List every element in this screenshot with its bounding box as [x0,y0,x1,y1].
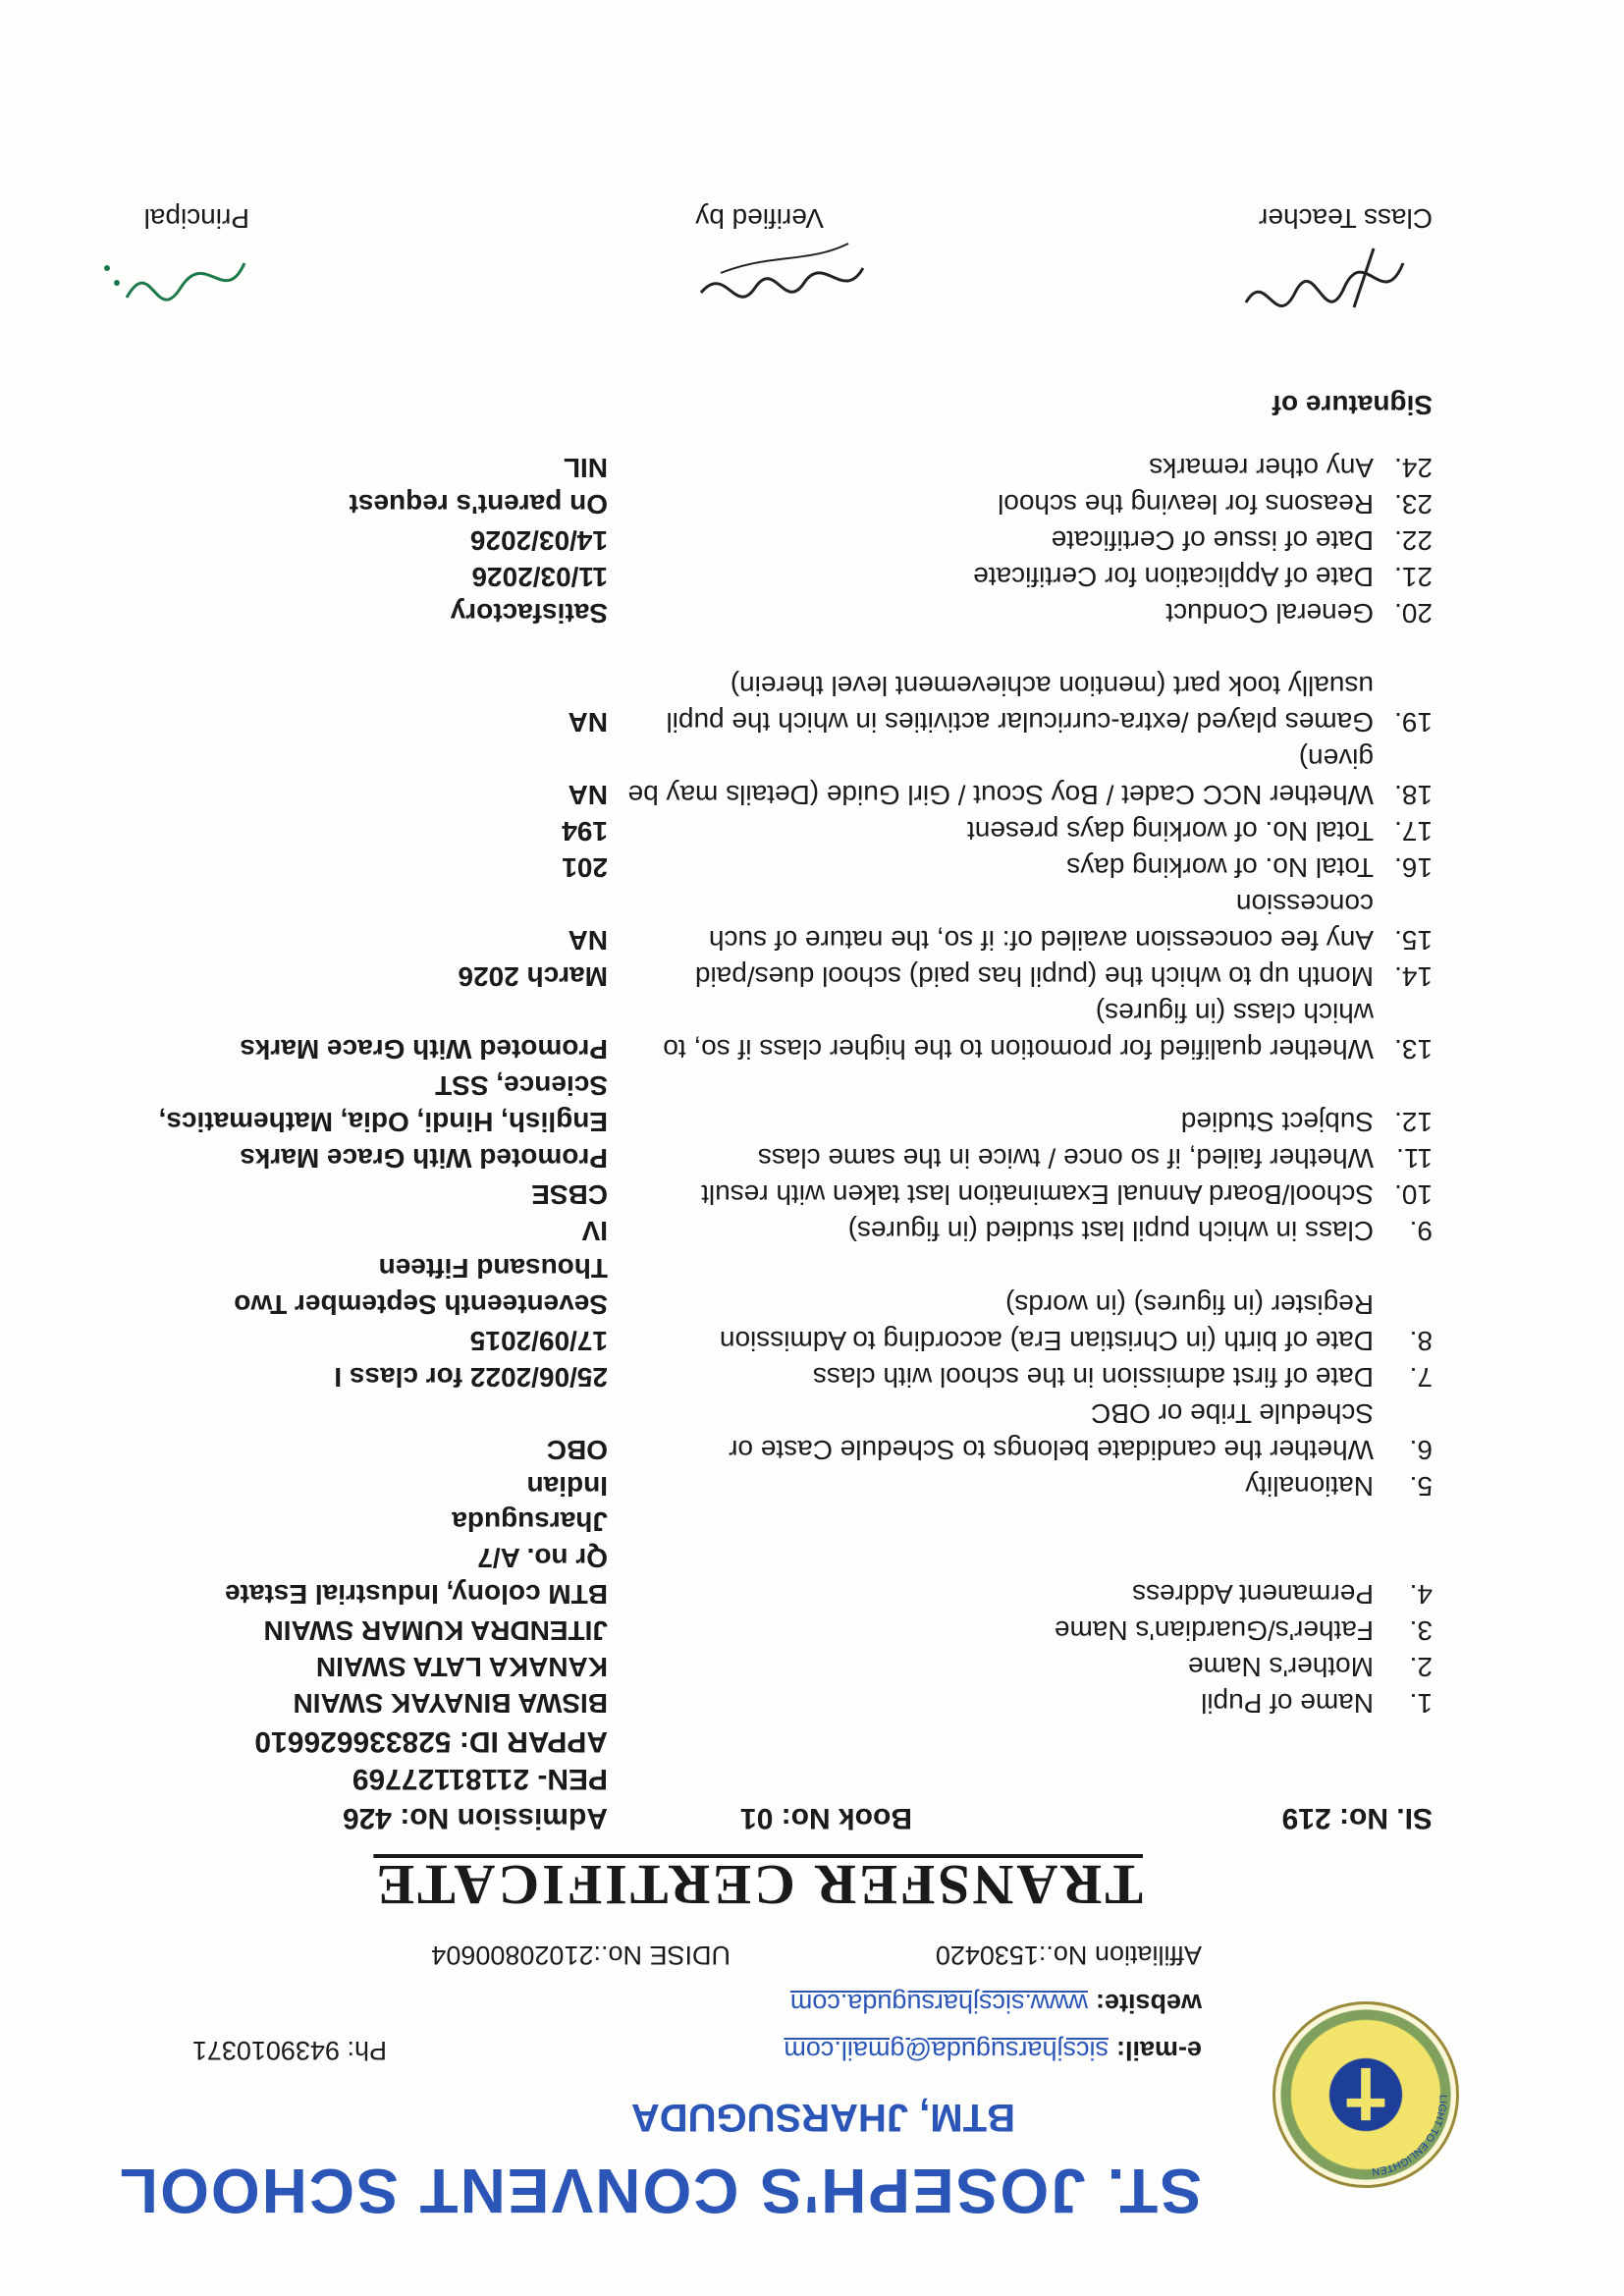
field-label: Total No. of working days [1066,852,1374,883]
principal-signature-icon [87,234,264,322]
field-number: 9. [1409,1216,1433,1246]
field-value: 25/06/2022 for class I [334,1362,608,1393]
class-teacher-signature-icon [1236,234,1413,322]
field-label: Date of first admission in the school with class [812,1362,1374,1393]
field-label: Games played /extra-curricular activities in which the pupil usually took part (mention achievement level therein) [666,671,1374,738]
field-value: 17/09/2015 Seventeenth September Two Thousand Fifteen [234,1253,608,1356]
field-number: 17. [1394,816,1433,847]
field-number: 3. [1409,1615,1433,1646]
field-number: 19. [1394,707,1433,738]
field-value: CBSE [531,1179,608,1210]
field-value: BTM colony, Industrial Estate Qr no. A/7 Jharsuguda [225,1506,608,1610]
field-value: English, Hindi, Odia, Mathematics, Science, SST [158,1070,608,1137]
field-value: Promoted With Grace Marks [240,1034,608,1065]
field-number: 15. [1394,925,1433,956]
logo-ring-icon [1275,2004,1456,2185]
field-value: 201 [562,852,608,883]
field-label: Father's/Guardian's Name [1054,1615,1374,1646]
field-number: 2. [1409,1652,1433,1682]
field-value: OBC [546,1435,608,1465]
appar-id: APPAR ID: 528336626610 [254,1725,608,1758]
admission-number: Admission No: 426 [342,1802,608,1834]
field-number: 4. [1409,1579,1433,1610]
field-number: 6. [1409,1435,1433,1465]
field-label: Whether NCC Cadet / Boy Scout / Girl Guide (Details may be given) [627,743,1374,810]
logo-motto: LIGHT TO ENLIGHTEN [1371,2094,1449,2178]
verified-by-label: Verified by [695,203,824,234]
school-location: BTM, JHARSUGUDA [630,2096,1015,2139]
field-value: Promoted With Grace Marks [240,1143,608,1174]
email-label: e-mail: [1115,2036,1202,2065]
field-number: 5. [1409,1471,1433,1502]
field-number: 14. [1394,961,1433,992]
field-value: 11/03/2026 [471,562,608,592]
field-value: Indian [526,1471,608,1502]
affiliation-number: Affiliation No.:1530420 [935,1941,1202,1970]
school-logo-emblem [1272,2001,1459,2188]
field-value: NA [568,925,608,956]
field-label: Whether failed, if so once / twice in the same class [757,1143,1374,1174]
field-label: Whether the candidate belongs to Schedule Caste or Schedule Tribe or OBC [729,1398,1374,1465]
field-label: General Conduct [1165,598,1374,629]
field-label: Whether qualified for promotion to the higher class if so, to which class (in figures) [663,998,1374,1065]
field-value: NIL [563,453,608,483]
field-label: Reasons for leaving the school [998,489,1374,519]
field-value: IV [581,1216,608,1246]
verifier-signature-icon [691,234,868,322]
signature-heading: Signature of [1272,390,1433,420]
field-value: 14/03/2026 [469,525,608,556]
field-label: Total No. of working days present [967,816,1374,847]
principal-label: Principal [143,203,249,234]
field-value: On parent's request [349,489,608,519]
field-value: BISWA BINAYAK SWAIN [293,1688,608,1719]
field-number: 21. [1394,562,1433,592]
field-number: 24. [1394,453,1433,483]
field-value: NA [568,707,608,738]
field-label: Month up to which the (pupil has paid) school dues/paid [694,961,1374,992]
field-value: JITENDRA KUMAR SWAIN [263,1615,608,1646]
pen-number: PEN- 21181127769 [352,1763,608,1795]
contact-row [181,2035,1202,2065]
field-value: KANAKA LATA SWAIN [315,1652,608,1682]
field-number: 20. [1394,598,1433,629]
field-value: March 2026 [458,961,608,992]
field-label: Mother's Name [1188,1652,1374,1682]
field-number: 8. [1409,1326,1433,1356]
school-name: ST. JOSEPH'S CONVENT SCHOOL [117,2156,1202,2226]
field-label: Permanent Address [1132,1579,1374,1610]
field-number: 12. [1394,1107,1433,1137]
sl-number: SI. No: 219 [1281,1802,1433,1834]
field-label: Class in which pupil last studied (in figures) [847,1216,1374,1246]
field-label: Nationality [1245,1471,1374,1502]
field-value: 194 [562,816,608,847]
field-number: 11. [1396,1143,1433,1174]
affiliation-row [171,1940,1202,1970]
field-label: Name of Pupil [1201,1688,1374,1719]
field-number: 10. [1394,1179,1433,1210]
field-number: 16. [1394,852,1433,883]
field-label: Date of issue of Certificate [1051,525,1374,556]
website-row [790,1988,1202,2018]
field-label: School/Board Annual Examination last taken with result [701,1179,1374,1210]
field-value: NA [568,780,608,810]
field-number: 1. [1409,1688,1433,1719]
certificate-title: TRANSFER CERTIFICATE [373,1853,1143,1917]
email-link[interactable]: sicsjharsuguda@gmail.com [784,2036,1109,2065]
field-label: Date of birth (in Christian Era) according to Admission Register (in figures) (in words) [719,1289,1374,1356]
field-label: Date of Application for Certificate [973,562,1374,592]
field-label: Any fee concession availed of: if so, the nature of such concession [708,889,1374,956]
phone-number: Ph: 9439010371 [191,2036,387,2065]
field-number: 23. [1394,489,1433,519]
field-label: Subject Studied [1180,1107,1374,1137]
field-value: Satisfactory [450,598,608,629]
website-label: website: [1095,1989,1202,2018]
class-teacher-label: Class Teacher [1259,203,1433,234]
field-number: 22. [1394,525,1433,556]
website-link[interactable]: www.sicsjharsuguda.com [789,1989,1088,2018]
udise-number: UDISE No.:21020800604 [431,1941,731,1970]
book-number: Book No: 01 [739,1802,912,1834]
field-number: 18. [1394,780,1433,810]
field-number: 7. [1409,1362,1433,1393]
field-label: Any other remarks [1149,453,1374,483]
field-number: 13. [1394,1034,1433,1065]
